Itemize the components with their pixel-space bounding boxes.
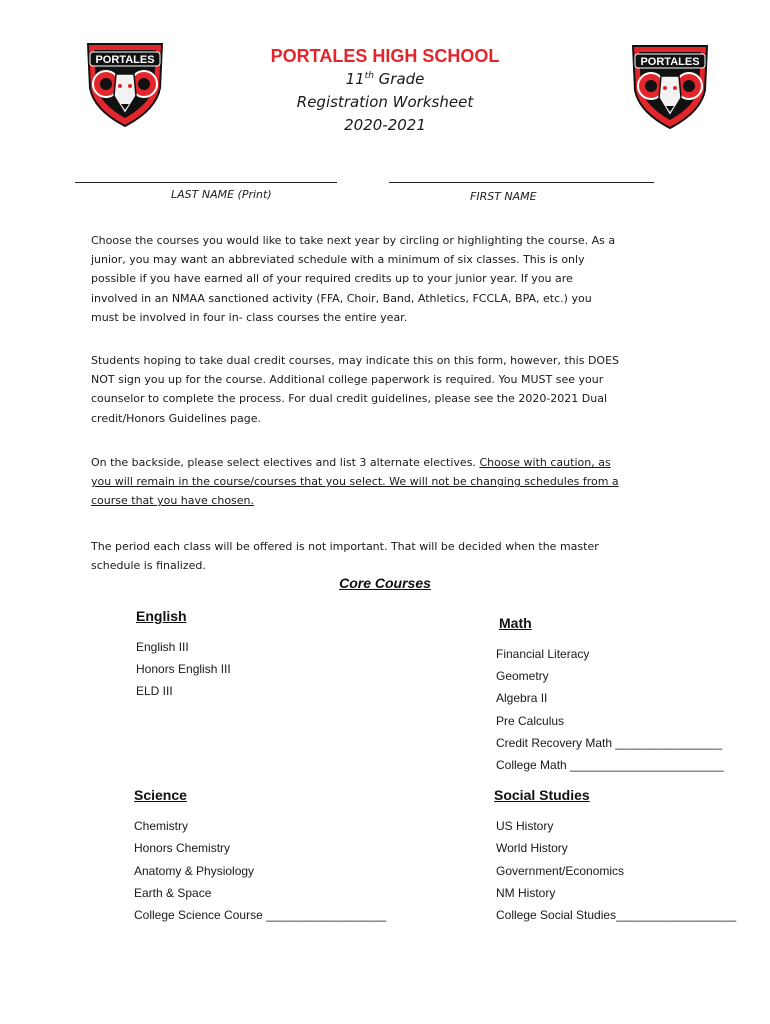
english-heading: English	[136, 608, 187, 624]
last-name-field[interactable]	[75, 182, 337, 183]
course-chemistry[interactable]: Chemistry	[134, 819, 189, 833]
course-world-history[interactable]: World History	[496, 841, 568, 855]
instructions-paragraph-3	[91, 453, 621, 511]
course-english-iii[interactable]: English III	[136, 640, 189, 654]
course-pre-calculus[interactable]: Pre Calculus	[496, 714, 565, 728]
course-earth-space[interactable]: Earth & Space	[134, 886, 212, 900]
course-geometry[interactable]: Geometry	[496, 669, 549, 683]
course-anatomy-physiology[interactable]: Anatomy & Physiology	[134, 864, 255, 878]
grade-number: 11	[345, 70, 365, 88]
grade-line	[0, 70, 770, 88]
worksheet-title: Registration Worksheet	[296, 93, 474, 111]
svg-text:PORTALES: PORTALES	[640, 56, 700, 68]
core-courses-title: Core Courses	[339, 575, 431, 591]
school-title: PORTALES HIGH SCHOOL	[270, 46, 500, 66]
school-year: 2020-2021	[344, 116, 426, 134]
first-name-field[interactable]	[389, 182, 654, 183]
course-nm-history[interactable]: NM History	[496, 886, 556, 900]
course-honors-english-iii[interactable]: Honors English III	[136, 662, 231, 676]
course-credit-recovery-math[interactable]: Credit Recovery Math ________________	[496, 736, 723, 750]
course-eld-iii[interactable]: ELD III	[136, 684, 173, 698]
last-name-label: LAST NAME (Print)	[171, 188, 272, 201]
course-us-history[interactable]: US History	[496, 819, 554, 833]
science-heading: Science	[134, 787, 187, 803]
course-honors-chemistry[interactable]: Honors Chemistry	[134, 841, 231, 855]
social-studies-heading: Social Studies	[494, 787, 590, 803]
grade-suffix: th	[364, 71, 374, 81]
course-college-math[interactable]: College Math _______________________	[496, 758, 724, 772]
first-name-label: FIRST NAME	[470, 190, 537, 203]
course-college-science[interactable]: College Science Course __________________	[134, 908, 387, 922]
grade-word: Grade	[373, 70, 425, 88]
svg-text:PORTALES: PORTALES	[95, 54, 155, 66]
instructions-paragraph-4: The period each class will be offered is not important. That will be decided when the master schedule is finalized.	[91, 540, 599, 573]
course-government-economics[interactable]: Government/Economics	[496, 864, 625, 878]
course-algebra-ii[interactable]: Algebra II	[496, 691, 548, 705]
course-college-social-studies[interactable]: College Social Studies__________________	[496, 908, 737, 922]
instructions-paragraph-2: Students hoping to take dual credit courses, may indicate this on this form, however, this DOES NOT sign you up for the course. Additional college paperwork is required. You MUST see your counselor to complete the process. For dual credit guidelines, please see the 2020-2021 Dual credit/Honors Guidelines page.	[91, 354, 619, 425]
course-financial-literacy[interactable]: Financial Literacy	[496, 647, 590, 661]
math-heading: Math	[499, 615, 532, 631]
instructions-paragraph-1: Choose the courses you would like to take next year by circling or highlighting the course. As a junior, you may want an abbreviated schedule with a minimum of six classes. This is only possible if you have earned all of your required credits up to your junior year. If you are involved in an NMAA sanctioned activity (FFA, Choir, Band, Athletics, FCCLA, BPA, etc.) you must be involved in four in- class courses the entire year.	[91, 234, 616, 324]
electives-note: On the backside, please select electives and list 3 alternate electives.	[91, 456, 480, 469]
caution-note: Choose with caution, as you will remain in the course/courses that you select. We will not be changing schedules from a course that you have chosen.	[91, 456, 619, 508]
